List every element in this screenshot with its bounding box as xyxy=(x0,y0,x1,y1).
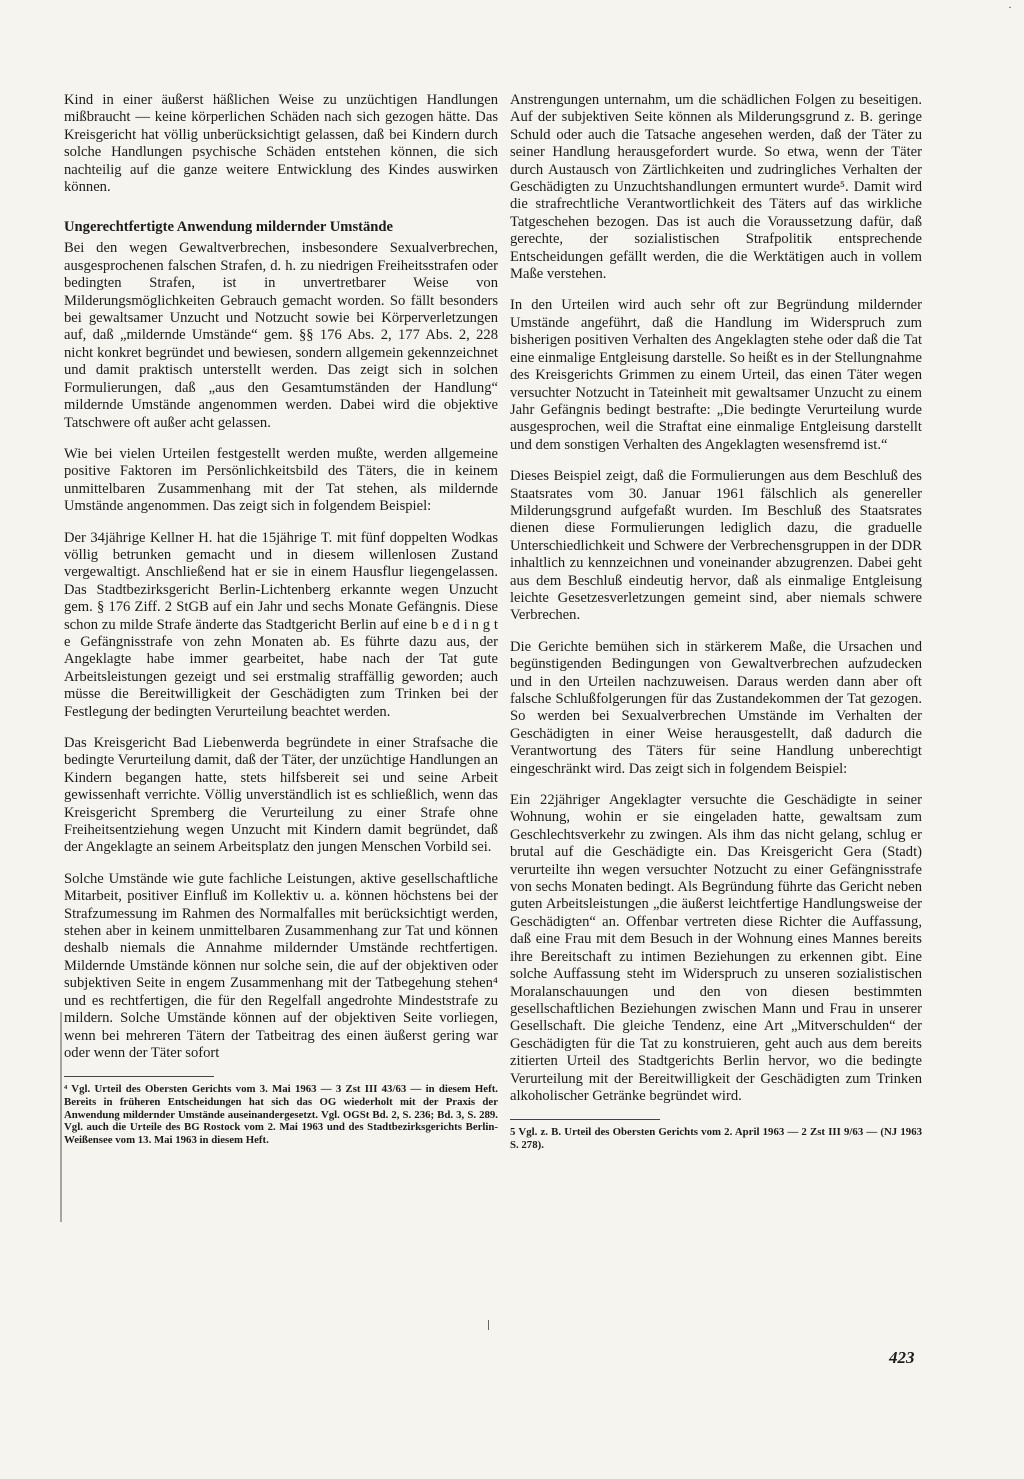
footnote-4: ⁴ Vgl. Urteil des Obersten Gerichts vom 3. Mai 1963 — 3 Zst III 43/63 — in diesem Heft. Bereits in früheren Entscheidungen hat sich das OG wiederholt mit der Praxis der Anwendung mildernder Umstände auseinandergesetzt. Vgl. OGSt Bd. 2, S. 236; Bd. 3, S. 289. Vgl. auch die Urteile des BG Rostock vom 2. Mai 1963 und des Stadtbezirksgerichts Berlin-Weißensee vom 13. Mai 1963 in diesem Heft. xyxy=(64,1083,498,1146)
left-para-3: Wie bei vielen Urteilen festgestellt werden mußte, werden allgemeine positive Faktoren im Persönlichkeitsbild des Täters, die in keinem unmittelbaren Zusammenhang mit der Tat stehen, als mildernde Umstände angenommen. Das zeigt sich in folgendem Beispiel: xyxy=(64,445,498,515)
right-column xyxy=(510,92,922,1152)
left-para-4: Der 34jährige Kellner H. hat die 15jährige T. mit fünf doppelten Wodkas völlig betrunken gemacht und in diesem willenlosen Zustand vergewaltigt. Anschließend hat er sie in einem Hausflur liegengelassen. Das Stadtbezirksgericht Berlin-Lichtenberg erkannte wegen Unzucht gem. § 176 Ziff. 2 StGB auf ein Jahr und sechs Monate Gefängnis. Diese schon zu milde Strafe änderte das Stadtgericht Berlin auf eine b e d i n g t e Gefängnisstrafe von zehn Monaten ab. Es führte dazu aus, der Angeklagte habe immer gearbeitet, habe nach der Tat gute Arbeitsleistungen gezeigt und sei erstmalig straffällig geworden; auch müsse die Bereitwilligkeit der Geschädigten zum Trinken bei der Festlegung der bedingten Verurteilung beachtet werden. xyxy=(64,529,498,720)
scan-corner-mark: · xyxy=(1008,0,1012,14)
left-column xyxy=(64,92,498,1146)
right-para-5: Ein 22jähriger Angeklagter versuchte die Geschädigte in seiner Wohnung, wohin er sie eingeladen hatte, gewaltsam zum Geschlechtsverkehr zu zwingen. Als ihm das nicht gelang, schlug er brutal auf die Geschädigte ein. Das Kreisgericht Gera (Stadt) verurteilte ihn wegen versuchter Notzucht zu einer Gefängnisstrafe von sechs Monaten bedingt. Als Begründung führte das Gericht neben guten Arbeitsleistungen „die äußerst leichtfertige Handlungsweise der Geschädigten“ an. Offenbar vertreten diese Richter die Auffassung, daß eine Frau mit dem Besuch in der Wohnung eines Mannes bereits ihre Bereitschaft zu intimen Beziehungen zu erkennen gibt. Eine solche Auffassung steht im Widerspruch zu unseren sozialistischen Moralanschauungen und den von diesen bestimmten gesellschaftlichen Beziehungen zwischen Mann und Frau in unserer Gesellschaft. Die gleiche Tendenz, eine Art „Mitverschulden“ der Geschädigten für die Tat zu konstruieren, geht auch aus dem bereits zitierten Urteil des Stadtgerichts Berlin hervor, wo die bedingte Verurteilung mit der Bereitwilligkeit der Geschädigten zum Trinken alkoholischer Getränke begründet wird. xyxy=(510,792,922,1104)
footnote-divider-right xyxy=(510,1119,660,1120)
right-para-1: Anstrengungen unternahm, um die schädlichen Folgen zu beseitigen. Auf der subjektiven Seite können als Milderungsgrund z. B. geringe Schuld oder auch die Tatsache angesehen werden, daß der Täter zu seiner Handlung herausgefordert wurde. So etwa, wenn der Täter durch Austausch von Zärtlichkeiten und zudringliches Verhalten der Geschädigten zu Unzuchtshandlungen ermuntert wurde⁵. Damit wird die strafrechtliche Verantwortlichkeit des Täters auf das wirkliche Tatgeschehen bezogen. Das ist auch die Voraussetzung dafür, daß gerechte, der sozialistischen Strafpolitik entsprechende Entscheidungen gefällt werden, die die Werktätigen auch in vollem Maße verstehen. xyxy=(510,92,922,283)
footnote-divider xyxy=(64,1076,214,1077)
section-heading: Ungerechtfertigte Anwendung mildernder Umstände xyxy=(64,219,394,236)
footnote-5: 5 Vgl. z. B. Urteil des Obersten Gerichts vom 2. April 1963 — 2 Zst III 9/63 — (NJ 1963 S. 278). xyxy=(510,1126,922,1151)
right-para-2: In den Urteilen wird auch sehr oft zur Begründung mildernder Umstände angeführt, daß die Handlung im Widerspruch zum bisherigen positiven Verhalten des Angeklagten stehe oder daß die Tat eine einmalige Entgleisung darstelle. So heißt es in der Stellungnahme des Kreisgerichts Grimmen zu einem Urteil, das einen Täter wegen versuchter Notzucht in Tateinheit mit gewaltsamer Unzucht zu einem Jahr Gefängnis bedingt bestrafte: „Die bedingte Verurteilung wurde ausgesprochen, weil die Straftat eine einmalige Entgleisung darstellt und dem sonstigen Verhalten des Angeklagten wesensfremd ist.“ xyxy=(510,297,922,453)
left-para-5: Das Kreisgericht Bad Liebenwerda begründete in einer Strafsache die bedingte Verurteilung damit, daß der Täter, der unzüchtige Handlungen an Kindern begangen hatte, stets hilfsbereit sei und seine Arbeit gewissenhaft verrichte. Völlig unverständlich ist es schließlich, wenn das Kreisgericht Spremberg die Verurteilung zu einer Strafe ohne Freiheitsentziehung wegen Unzucht mit Kindern damit begründet, daß der Angeklagte an seinem Arbeitsplatz den jungen Menschen Vorbild sei. xyxy=(64,735,498,856)
right-para-4: Die Gerichte bemühen sich in stärkerem Maße, die Ursachen und begünstigenden Bedingungen von Gewaltverbrechen aufzudecken und in den Urteilen nachzuweisen. Daraus werden dann aber oft falsche Schlußfolgerungen für das Zustandekommen der Tat gezogen. So werden bei Sexualverbrechen Umstände im Verhalten der Geschädigten in einer Weise herausgestellt, daß dadurch die Verantwortung des Täters für seine Handlung unberechtigt eingeschränkt wird. Das zeigt sich in folgendem Beispiel: xyxy=(510,638,922,777)
left-para-2: Bei den wegen Gewaltverbrechen, insbesondere Sexualverbrechen, ausgesprochenen falschen Strafen, d. h. zu niedrigen Freiheitsstrafen oder bedingten Strafen, ist in unvertretbarer Weise von Milderungsmöglichkeiten Gebrauch gemacht worden. So fällt besonders bei gewaltsamer Unzucht und Notzucht sowie bei Körperverletzungen auf, daß „mildernde Umstände“ gem. §§ 176 Abs. 2, 177 Abs. 2, 228 nicht konkret begründet und bewiesen, sondern allgemein gekennzeichnet und damit praktisch unterstellt werden. Das zeigt sich in solchen Formulierungen, daß „aus den Gesamtumständen der Handlung“ mildernde Umstände angenommen werden. Dabei wird die objektive Tatschwere oft außer acht gelassen. xyxy=(64,240,498,431)
left-para-1: Kind in einer äußerst häßlichen Weise zu unzüchtigen Handlungen mißbraucht — keine körperlichen Schäden nach sich gezogen hätte. Das Kreisgericht hat völlig unberücksichtigt gelassen, daß bei Kindern durch solche Handlungen psychische Schäden entstehen können, die sich nachteilig auf die ganze weitere Entwicklung des Kindes auswirken können. xyxy=(64,92,498,196)
page-number: 423 xyxy=(889,1348,915,1367)
left-para-6: Solche Umstände wie gute fachliche Leistungen, aktive gesellschaftliche Mitarbeit, positiver Einfluß im Kollektiv u. a. können höchstens bei der Strafzumessung im Rahmen des Normalfalles mit berücksichtigt werden, stehen aber in keinem unmittelbaren Zusammenhang zur Tat und können deshalb niemals die Annahme mildernder Umstände rechtfertigen. Mildernde Umstände können nur solche sein, die auf der objektiven oder subjektiven Seite in engem Zusammenhang mit der Tatbegehung stehen⁴ und es rechtfertigen, die für den Regelfall angedrohte Mindeststrafe zu mildern. Solche Umstände können auf der objektiven Seite vorliegen, wenn bei mehreren Tätern der Tatbeitrag des einen äußerst gering war oder wenn der Täter sofort xyxy=(64,870,498,1061)
right-para-3: Dieses Beispiel zeigt, daß die Formulierungen aus dem Beschluß des Staatsrates vom 30. Januar 1961 fälschlich als genereller Milderungsgrund aufgefaßt wurden. Im Beschluß des Staatsrates dienen diese Formulierungen lediglich dazu, die graduelle Unterschiedlichkeit und Schwere der Verbrechensgruppen in der DDR inhaltlich zu kennzeichnen und voneinander abzugrenzen. Dabei geht aus dem Beschluß eindeutig hervor, daß als einmalige Entgleisung leichte Gesetzesverletzungen gemeint sind, aber niemals schwere Verbrechen. xyxy=(510,468,922,624)
column-tick-mark xyxy=(488,1320,489,1330)
